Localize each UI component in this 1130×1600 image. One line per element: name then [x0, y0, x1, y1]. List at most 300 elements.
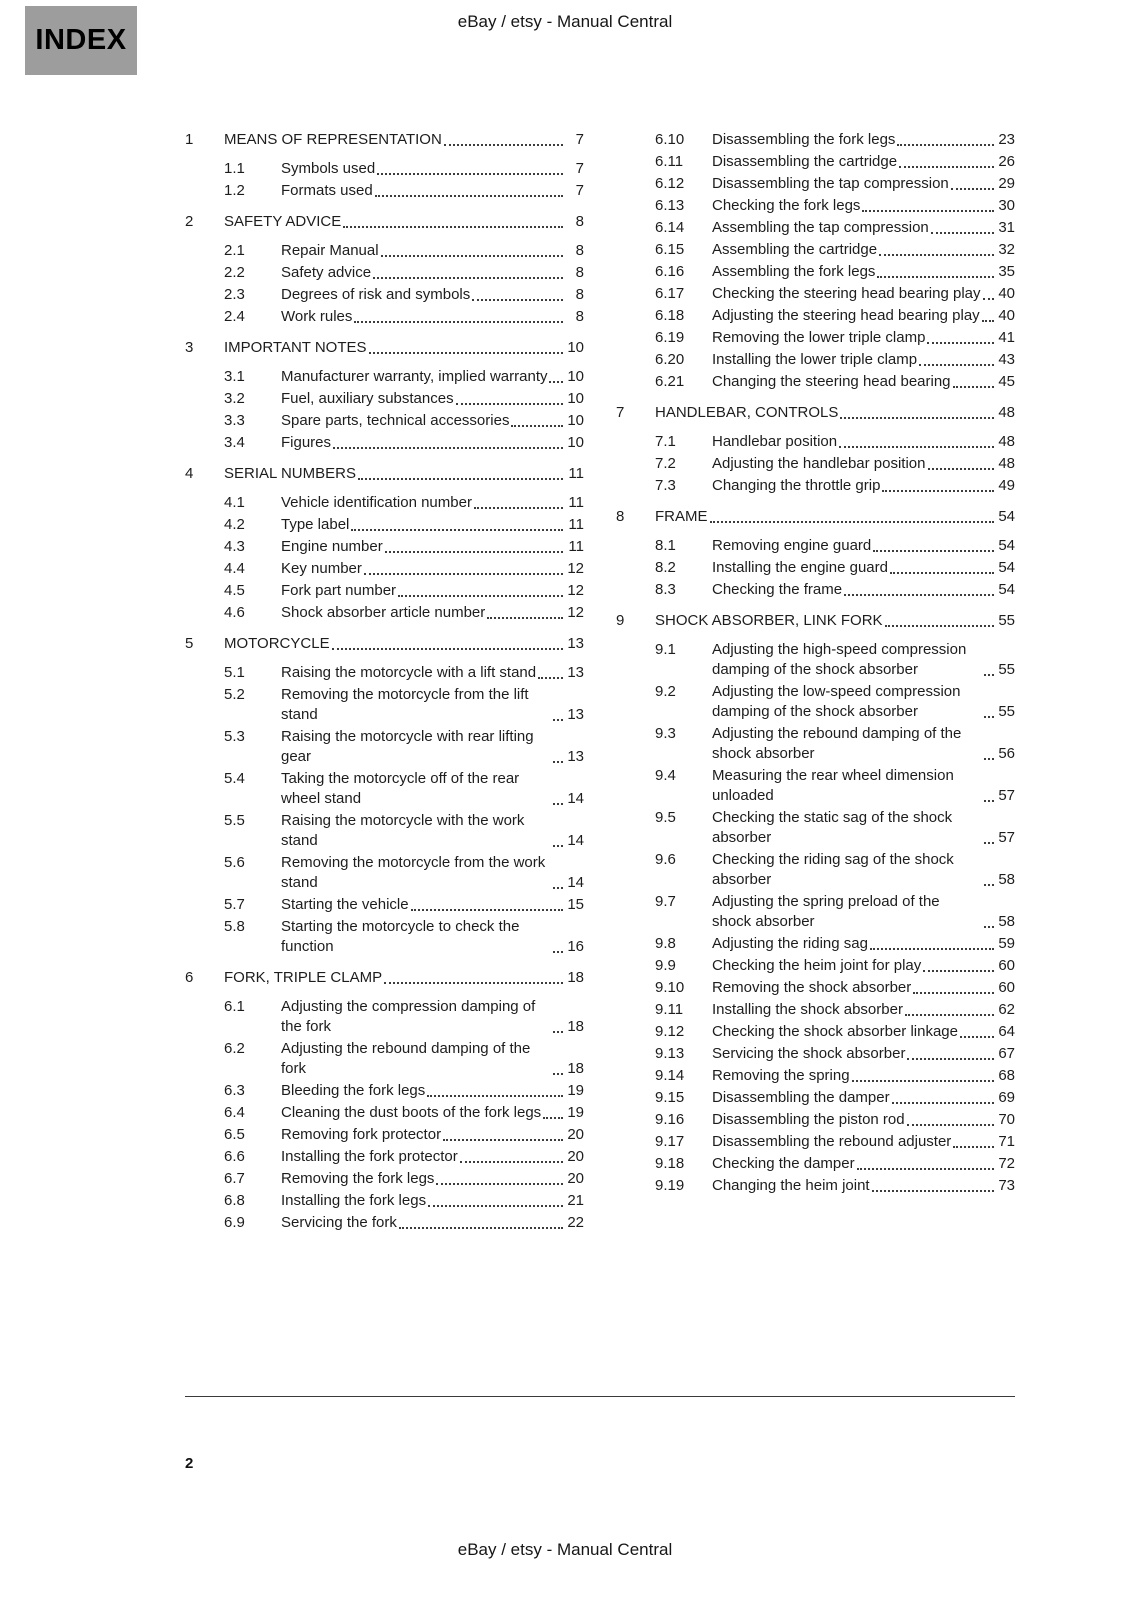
toc-leader-dots [984, 884, 994, 886]
toc-leader-dots [907, 1124, 994, 1126]
toc-entry-number: 7.2 [655, 455, 676, 472]
toc-leader-dots [553, 887, 563, 889]
toc-entry-number: 6.5 [224, 1126, 245, 1143]
toc-entry-page: 11 [568, 465, 584, 482]
toc-entry-row [185, 663, 584, 683]
toc-leader-dots [984, 800, 994, 802]
toc-entry-page: 22 [567, 1214, 584, 1231]
toc-entry-body [712, 536, 1015, 556]
toc-entry-body [281, 1103, 584, 1123]
toc-entry-number: 5.8 [224, 918, 245, 935]
toc-chapter-row [185, 338, 584, 358]
toc-entry-page: 54 [998, 581, 1015, 598]
toc-entry-title: Raising the motorcycle with the work stand [281, 812, 525, 849]
toc-entry-title: Assembling the cartridge [712, 241, 878, 258]
toc-entry-title: SERIAL NUMBERS [224, 465, 356, 482]
toc-entry-row [616, 432, 1015, 452]
toc-entry-row [185, 389, 584, 409]
toc-entry-title: Adjusting the spring preload of the shock absorber [712, 893, 940, 930]
toc-entry-title: SHOCK ABSORBER, LINK FORK [655, 612, 883, 629]
toc-entry-title: Checking the shock absorber linkage [712, 1023, 958, 1040]
toc-entry-number: 9.16 [655, 1111, 685, 1128]
toc-entry-body [281, 853, 584, 893]
toc-entry-number: 8.1 [655, 537, 676, 554]
toc-entry-body [712, 240, 1015, 260]
toc-entry-body [712, 1154, 1015, 1174]
toc-entry-number: 1 [185, 131, 194, 148]
toc-entry-number: 5.7 [224, 896, 245, 913]
toc-entry-body [281, 811, 584, 851]
toc-entry-row [616, 580, 1015, 600]
toc-entry-number: 2 [185, 213, 194, 230]
toc-entry-title: SAFETY ADVICE [224, 213, 342, 230]
toc-entry-page: 18 [567, 1060, 584, 1077]
toc-entry-number: 6.8 [224, 1192, 245, 1209]
toc-entry-page: 10 [567, 368, 584, 385]
toc-entry-row [185, 1039, 584, 1079]
toc-entry-body [712, 476, 1015, 496]
toc-entry-page: 21 [567, 1192, 584, 1209]
toc-entry-title: Bleeding the fork legs [281, 1082, 426, 1099]
toc-column-left [185, 130, 584, 1235]
toc-entry-title: Removing the motorcycle from the lift stand [281, 686, 529, 723]
toc-entry-row [185, 537, 584, 557]
toc-entry-number: 2.3 [224, 286, 245, 303]
toc-entry-number: 6.11 [655, 153, 684, 170]
toc-entry-number: 9.5 [655, 809, 676, 826]
toc-leader-dots [984, 674, 994, 676]
toc-leader-dots [543, 1117, 563, 1119]
toc-entry-row [185, 1147, 584, 1167]
toc-entry-page: 30 [998, 197, 1015, 214]
toc-entry-title: Fuel, auxiliary substances [281, 390, 454, 407]
toc-entry-number: 5 [185, 635, 194, 652]
toc-leader-dots [931, 232, 994, 234]
footer-divider [185, 1396, 1015, 1397]
toc-leader-dots [984, 926, 994, 928]
toc-entry-title: Fork part number [281, 582, 397, 599]
toc-entry-body [712, 956, 1015, 976]
toc-leader-dots [982, 320, 994, 322]
toc-chapter-row [616, 611, 1015, 631]
toc-entry-page: 18 [567, 969, 584, 986]
toc-entry-page: 54 [998, 559, 1015, 576]
toc-entry-title: IMPORTANT NOTES [224, 339, 367, 356]
toc-entry-row [185, 895, 584, 915]
toc-entry-row [185, 917, 584, 957]
toc-entry-body [655, 403, 1015, 423]
toc-leader-dots [839, 446, 994, 448]
toc-entry-row [185, 1191, 584, 1211]
toc-leader-dots [953, 1146, 994, 1148]
toc-entry-page: 70 [998, 1111, 1015, 1128]
toc-entry-number: 3.2 [224, 390, 245, 407]
toc-leader-dots [984, 842, 994, 844]
toc-entry-page: 69 [998, 1089, 1015, 1106]
toc-entry-number: 9.10 [655, 979, 685, 996]
toc-entry-title: Degrees of risk and symbols [281, 286, 471, 303]
toc-entry-body [712, 1088, 1015, 1108]
toc-entry-body [281, 389, 584, 409]
toc-entry-row [616, 682, 1015, 722]
toc-chapter-row [185, 634, 584, 654]
toc-entry-number: 9.12 [655, 1023, 685, 1040]
toc-leader-dots [890, 572, 994, 574]
toc-entry-title: Checking the fork legs [712, 197, 861, 214]
toc-entry-body [281, 1191, 584, 1211]
toc-entry-page: 8 [575, 242, 584, 259]
toc-chapter-row [185, 130, 584, 150]
toc-leader-dots [444, 144, 563, 146]
toc-entry-page: 23 [998, 131, 1015, 148]
toc-entry-body [712, 1132, 1015, 1152]
toc-leader-dots [381, 255, 563, 257]
toc-entry-page: 73 [998, 1177, 1015, 1194]
toc-chapter-row [185, 212, 584, 232]
toc-entry-title: Disassembling the damper [712, 1089, 890, 1106]
toc-entry-number: 8.2 [655, 559, 676, 576]
toc-entry-page: 54 [998, 508, 1015, 525]
toc-entry-body [224, 212, 584, 232]
toc-entry-page: 8 [575, 308, 584, 325]
toc-entry-number: 4 [185, 465, 194, 482]
toc-entry-page: 7 [575, 160, 584, 177]
toc-leader-dots [553, 951, 563, 953]
toc-entry-row [185, 1081, 584, 1101]
toc-leader-dots [333, 447, 563, 449]
toc-entry-body [712, 1044, 1015, 1064]
toc-entry-title: Adjusting the rebound damping of the fork [281, 1040, 531, 1077]
toc-entry-number: 7.3 [655, 477, 676, 494]
toc-entry-title: Checking the heim joint for play [712, 957, 922, 974]
toc-entry-row [616, 1000, 1015, 1020]
toc-leader-dots [951, 188, 994, 190]
toc-entry-body [281, 515, 584, 535]
toc-entry-title: Removing fork protector [281, 1126, 442, 1143]
toc-entry-body [712, 218, 1015, 238]
toc-entry-body [224, 130, 584, 150]
toc-entry-number: 4.3 [224, 538, 245, 555]
toc-leader-dots [553, 719, 563, 721]
toc-entry-row [185, 515, 584, 535]
toc-entry-number: 9.2 [655, 683, 676, 700]
toc-entry-page: 55 [998, 703, 1015, 720]
toc-entry-row [185, 263, 584, 283]
toc-entry-number: 6.2 [224, 1040, 245, 1057]
toc-entry-title: Checking the riding sag of the shock absorber [712, 851, 954, 888]
toc-entry-row [185, 727, 584, 767]
toc-entry-body [712, 350, 1015, 370]
toc-entry-title: Installing the fork protector [281, 1148, 458, 1165]
toc-entry-page: 35 [998, 263, 1015, 280]
toc-entry-row [185, 853, 584, 893]
toc-chapter-row [616, 507, 1015, 527]
toc-entry-number: 5.2 [224, 686, 245, 703]
footer-page-number: 2 [185, 1455, 194, 1472]
toc-entry-page: 48 [998, 433, 1015, 450]
toc-leader-dots [710, 521, 995, 523]
toc-leader-dots [411, 909, 563, 911]
toc-entry-page: 49 [998, 477, 1015, 494]
toc-entry-title: Formats used [281, 182, 373, 199]
toc-entry-page: 20 [567, 1170, 584, 1187]
toc-leader-dots [852, 1080, 994, 1082]
toc-leader-dots [456, 403, 563, 405]
toc-entry-number: 9.9 [655, 957, 676, 974]
toc-entry-number: 9.18 [655, 1155, 685, 1172]
toc-entry-body [281, 159, 584, 179]
toc-entry-row [185, 493, 584, 513]
toc-entry-page: 11 [568, 516, 584, 533]
toc-entry-number: 7.1 [655, 433, 676, 450]
toc-entry-title: Installing the shock absorber [712, 1001, 903, 1018]
toc-leader-dots [899, 166, 994, 168]
table-of-contents [185, 130, 1015, 1235]
toc-entry-row [616, 808, 1015, 848]
toc-entry-body [712, 1022, 1015, 1042]
toc-entry-page: 55 [998, 612, 1015, 629]
toc-entry-body [224, 338, 584, 358]
toc-entry-body [281, 1039, 584, 1079]
toc-entry-page: 62 [998, 1001, 1015, 1018]
toc-entry-number: 9.13 [655, 1045, 685, 1062]
toc-entry-title: MOTORCYCLE [224, 635, 330, 652]
toc-leader-dots [870, 948, 994, 950]
toc-leader-dots [553, 1073, 563, 1075]
toc-entry-title: Assembling the tap compression [712, 219, 929, 236]
toc-entry-number: 1.2 [224, 182, 245, 199]
toc-entry-row [616, 476, 1015, 496]
toc-entry-row [616, 372, 1015, 392]
toc-leader-dots [364, 573, 563, 575]
toc-entry-title: Taking the motorcycle off of the rear wheel stand [281, 770, 520, 807]
toc-entry-page: 13 [567, 664, 584, 681]
toc-entry-body [224, 464, 584, 484]
toc-entry-page: 13 [567, 706, 584, 723]
toc-entry-row [185, 769, 584, 809]
toc-entry-title: Removing the spring [712, 1067, 850, 1084]
toc-entry-title: Safety advice [281, 264, 372, 281]
toc-entry-title: Measuring the rear wheel dimension unloaded [712, 767, 954, 804]
toc-leader-dots [399, 1227, 563, 1229]
toc-entry-body [712, 130, 1015, 150]
toc-entry-page: 59 [998, 935, 1015, 952]
toc-entry-title: Removing the shock absorber [712, 979, 912, 996]
toc-leader-dots [487, 617, 563, 619]
toc-entry-title: Servicing the shock absorber [712, 1045, 906, 1062]
toc-entry-number: 9.17 [655, 1133, 685, 1150]
toc-entry-page: 8 [575, 286, 584, 303]
toc-entry-page: 60 [998, 979, 1015, 996]
toc-entry-number: 9.3 [655, 725, 676, 742]
toc-entry-page: 8 [575, 264, 584, 281]
toc-entry-number: 4.6 [224, 604, 245, 621]
toc-entry-title: Changing the heim joint [712, 1177, 870, 1194]
toc-entry-row [616, 1044, 1015, 1064]
toc-entry-page: 14 [567, 832, 584, 849]
toc-entry-body [712, 682, 1015, 722]
toc-entry-row [616, 536, 1015, 556]
toc-entry-row [616, 262, 1015, 282]
toc-entry-title: Checking the steering head bearing play [712, 285, 981, 302]
toc-entry-title: Disassembling the rebound adjuster [712, 1133, 952, 1150]
toc-entry-row [185, 411, 584, 431]
toc-entry-row [185, 307, 584, 327]
toc-entry-body [281, 663, 584, 683]
toc-entry-body [281, 1213, 584, 1233]
toc-entry-body [281, 367, 584, 387]
toc-entry-body [712, 724, 1015, 764]
toc-entry-number: 5.5 [224, 812, 245, 829]
toc-entry-body [281, 1081, 584, 1101]
toc-entry-page: 45 [998, 373, 1015, 390]
toc-entry-page: 20 [567, 1126, 584, 1143]
toc-entry-row [185, 285, 584, 305]
toc-entry-body [281, 307, 584, 327]
toc-entry-number: 6 [185, 969, 194, 986]
toc-entry-row [185, 811, 584, 851]
toc-leader-dots [873, 550, 994, 552]
toc-entry-body [281, 895, 584, 915]
toc-entry-number: 6.15 [655, 241, 685, 258]
toc-entry-title: Adjusting the riding sag [712, 935, 868, 952]
toc-entry-body [712, 1176, 1015, 1196]
toc-entry-row [185, 241, 584, 261]
toc-entry-body [224, 634, 584, 654]
toc-leader-dots [474, 507, 563, 509]
toc-entry-row [616, 892, 1015, 932]
toc-entry-page: 12 [567, 604, 584, 621]
toc-entry-page: 11 [568, 494, 584, 511]
toc-entry-title: Starting the vehicle [281, 896, 409, 913]
toc-entry-row [616, 1132, 1015, 1152]
toc-leader-dots [553, 845, 563, 847]
toc-entry-page: 10 [567, 412, 584, 429]
toc-entry-body [281, 537, 584, 557]
toc-leader-dots [928, 468, 995, 470]
toc-entry-body [281, 603, 584, 623]
toc-entry-number: 9.4 [655, 767, 676, 784]
toc-leader-dots [384, 982, 563, 984]
toc-entry-page: 12 [567, 560, 584, 577]
toc-entry-number: 5.1 [224, 664, 245, 681]
toc-entry-page: 8 [575, 213, 584, 230]
toc-leader-dots [373, 277, 563, 279]
toc-chapter-row [185, 968, 584, 988]
toc-entry-body [281, 241, 584, 261]
toc-entry-page: 57 [998, 829, 1015, 846]
toc-entry-row [616, 956, 1015, 976]
toc-entry-row [185, 1103, 584, 1123]
toc-entry-body [281, 285, 584, 305]
toc-leader-dots [905, 1014, 994, 1016]
toc-entry-number: 6.9 [224, 1214, 245, 1231]
toc-entry-body [281, 685, 584, 725]
toc-chapter-row [616, 403, 1015, 423]
toc-entry-title: Key number [281, 560, 362, 577]
toc-entry-title: Starting the motorcycle to check the function [281, 918, 520, 955]
toc-entry-number: 6.19 [655, 329, 685, 346]
toc-entry-title: Servicing the fork [281, 1214, 397, 1231]
toc-leader-dots [872, 1190, 994, 1192]
toc-entry-row [616, 328, 1015, 348]
toc-entry-body [281, 727, 584, 767]
toc-entry-row [185, 181, 584, 201]
toc-entry-number: 3.1 [224, 368, 245, 385]
toc-entry-title: Raising the motorcycle with a lift stand [281, 664, 537, 681]
toc-entry-body [281, 581, 584, 601]
toc-entry-body [655, 507, 1015, 527]
toc-entry-page: 67 [998, 1045, 1015, 1062]
toc-entry-number: 4.1 [224, 494, 245, 511]
toc-entry-body [712, 580, 1015, 600]
toc-entry-row [616, 306, 1015, 326]
toc-leader-dots [882, 490, 994, 492]
toc-entry-row [185, 559, 584, 579]
toc-leader-dots [862, 210, 994, 212]
toc-entry-title: Installing the lower triple clamp [712, 351, 918, 368]
toc-leader-dots [398, 595, 563, 597]
toc-entry-row [616, 454, 1015, 474]
toc-entry-page: 31 [998, 219, 1015, 236]
toc-entry-page: 10 [567, 339, 584, 356]
toc-entry-body [281, 1147, 584, 1167]
toc-entry-title: HANDLEBAR, CONTROLS [655, 404, 839, 421]
toc-column-right [616, 130, 1015, 1235]
toc-entry-page: 41 [998, 329, 1015, 346]
toc-leader-dots [553, 761, 563, 763]
toc-entry-page: 58 [998, 913, 1015, 930]
toc-entry-row [616, 284, 1015, 304]
toc-entry-title: Figures [281, 434, 332, 451]
toc-entry-page: 64 [998, 1023, 1015, 1040]
toc-entry-title: Installing the engine guard [712, 559, 888, 576]
toc-entry-body [712, 892, 1015, 932]
toc-entry-page: 40 [998, 307, 1015, 324]
toc-entry-title: Spare parts, technical accessories [281, 412, 510, 429]
toc-entry-body [712, 766, 1015, 806]
toc-entry-title: Adjusting the compression damping of the fork [281, 998, 536, 1035]
toc-leader-dots [332, 648, 563, 650]
toc-entry-body [281, 433, 584, 453]
toc-entry-number: 9 [616, 612, 625, 629]
toc-leader-dots [343, 226, 563, 228]
toc-entry-page: 7 [575, 182, 584, 199]
toc-entry-body [712, 328, 1015, 348]
toc-entry-page: 72 [998, 1155, 1015, 1172]
toc-entry-number: 6.20 [655, 351, 685, 368]
toc-entry-body [712, 978, 1015, 998]
toc-leader-dots [907, 1058, 994, 1060]
toc-entry-number: 2.1 [224, 242, 245, 259]
toc-entry-number: 9.6 [655, 851, 676, 868]
toc-entry-body [281, 769, 584, 809]
toc-entry-number: 9.8 [655, 935, 676, 952]
toc-entry-title: Adjusting the rebound damping of the shock absorber [712, 725, 962, 762]
toc-entry-title: Disassembling the tap compression [712, 175, 949, 192]
toc-entry-page: 71 [998, 1133, 1015, 1150]
toc-leader-dots [375, 195, 563, 197]
toc-entry-title: Changing the throttle grip [712, 477, 881, 494]
index-label: INDEX [35, 24, 127, 56]
toc-entry-row [616, 152, 1015, 172]
toc-entry-number: 7 [616, 404, 625, 421]
toc-entry-number: 3.3 [224, 412, 245, 429]
toc-entry-title: FRAME [655, 508, 708, 525]
toc-entry-number: 6.7 [224, 1170, 245, 1187]
toc-leader-dots [538, 677, 563, 679]
toc-entry-title: Disassembling the cartridge [712, 153, 898, 170]
